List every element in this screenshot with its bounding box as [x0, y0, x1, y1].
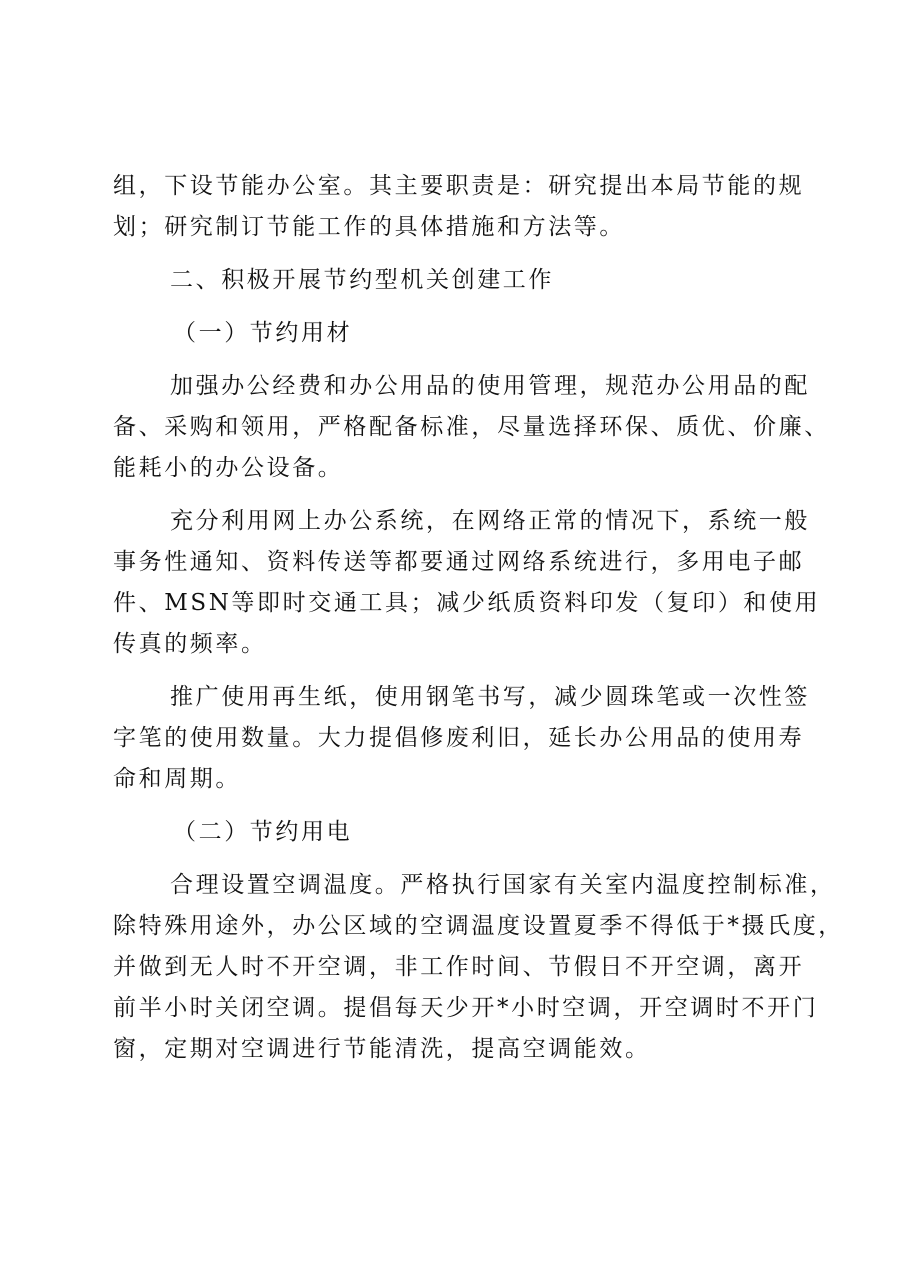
subsection-heading-materials [113, 313, 813, 354]
text-line: 并做到无人时不开空调，非工作时间、节假日不开空调，离开 [113, 954, 805, 980]
heading-text: （一）节约用材 [173, 320, 353, 346]
paragraph-online-office [113, 501, 821, 665]
section-heading [113, 260, 813, 301]
text-line: 窗，定期对空调进行节能清洗，提高空调能效。 [113, 1036, 651, 1062]
subsection-heading-electricity [113, 812, 813, 853]
paragraph-recycled-paper [113, 677, 813, 800]
text-line: 加强办公经费和办公用品的使用管理，规范办公用品的配 [170, 373, 810, 399]
heading-text: 二、积极开展节约型机关创建工作 [170, 267, 554, 293]
text-line: 划；研究制订节能工作的具体措施和方法等。 [113, 214, 625, 240]
heading-text: （二）节约用电 [173, 819, 353, 845]
text-line: 传真的频率。 [113, 631, 267, 657]
paragraph-air-conditioning [113, 865, 844, 1070]
text-line: 推广使用再生纸，使用钢笔书写，减少圆珠笔或一次性签 [170, 684, 810, 710]
text-line: 能耗小的办公设备。 [113, 455, 344, 481]
text-line: 除特殊用途外，办公区域的空调温度设置夏季不得低于*摄氏度， [113, 913, 844, 939]
text-line: 组，下设节能办公室。其主要职责是：研究提出本局节能的规 [113, 173, 805, 199]
text-line: 前半小时关闭空调。提倡每天少开*小时空调，开空调时不开门 [113, 995, 819, 1021]
paragraph-office-supplies [113, 366, 830, 489]
text-line: 事务性通知、资料传送等都要通过网络系统进行，多用电子邮 [113, 549, 805, 575]
document-body [113, 166, 844, 1070]
text-line: 命和周期。 [113, 766, 241, 792]
text-line: 合理设置空调温度。严格执行国家有关室内温度控制标准， [170, 872, 836, 898]
text-line: 字笔的使用数量。大力提倡修废利旧，延长办公用品的使用寿 [113, 725, 805, 751]
text-line: 件、MSN等即时交通工具；减少纸质资料印发（复印）和使用 [113, 590, 821, 616]
text-line: 充分利用网上办公系统，在网络正常的情况下，系统一般 [170, 508, 810, 534]
text-line: 备、采购和领用，严格配备标准，尽量选择环保、质优、价廉、 [113, 414, 830, 440]
paragraph-duties [113, 166, 813, 248]
